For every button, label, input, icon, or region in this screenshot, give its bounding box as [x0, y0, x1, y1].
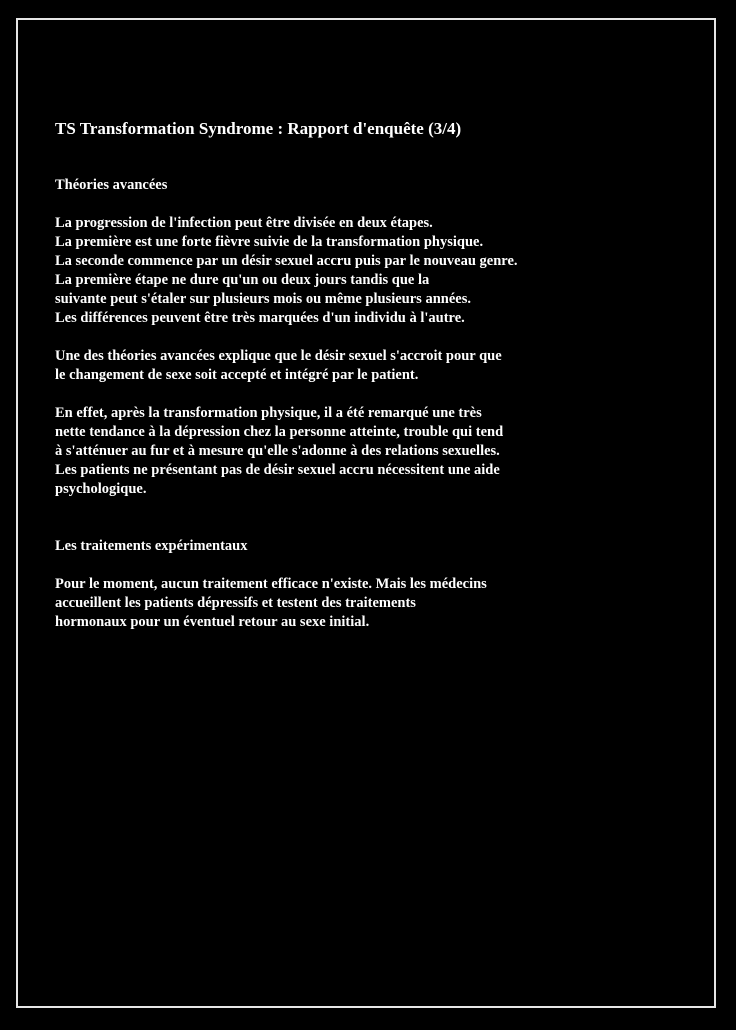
paragraph-line: accueillent les patients dépressifs et testent des traitements — [55, 595, 416, 611]
section-heading-theories: Théories avancées — [55, 177, 168, 193]
paragraph-line: La seconde commence par un désir sexuel accru puis par le nouveau genre. — [55, 253, 518, 269]
paragraph-depression — [55, 404, 675, 499]
paragraph-treatments — [55, 575, 675, 632]
paragraph-line: Les différences peuvent être très marquées d'un individu à l'autre. — [55, 310, 465, 326]
paragraph-line: En effet, après la transformation physique, il a été remarqué une très — [55, 405, 482, 421]
paragraph-line: La première est une forte fièvre suivie de la transformation physique. — [55, 234, 484, 250]
paragraph-line: La première étape ne dure qu'un ou deux jours tandis que la — [55, 272, 430, 288]
paragraph-line: à s'atténuer au fur et à mesure qu'elle s'adonne à des relations sexuelles. — [55, 443, 500, 459]
section-spacer — [55, 518, 675, 537]
paragraph-line: psychologique. — [55, 481, 147, 497]
paragraph-line: suivante peut s'étaler sur plusieurs mois ou même plusieurs années. — [55, 291, 471, 307]
section-heading-treatments: Les traitements expérimentaux — [55, 538, 248, 554]
paragraph-line: hormonaux pour un éventuel retour au sexe initial. — [55, 614, 370, 630]
paragraph-line: Pour le moment, aucun traitement efficace n'existe. Mais les médecins — [55, 576, 487, 592]
paragraph-theory — [55, 347, 675, 385]
paragraph-line: La progression de l'infection peut être divisée en deux étapes. — [55, 215, 433, 231]
section-theories — [55, 176, 675, 499]
report-content — [55, 118, 675, 651]
paragraph-progression — [55, 214, 675, 328]
paragraph-line: le changement de sexe soit accepté et intégré par le patient. — [55, 367, 419, 383]
section-treatments — [55, 537, 675, 632]
paragraph-line: Les patients ne présentant pas de désir sexuel accru nécessitent une aide — [55, 462, 500, 478]
page-title: TS Transformation Syndrome : Rapport d'enquête (3/4) — [55, 119, 462, 138]
paragraph-line: Une des théories avancées explique que le désir sexuel s'accroit pour que — [55, 348, 502, 364]
paragraph-line: nette tendance à la dépression chez la personne atteinte, trouble qui tend — [55, 424, 504, 440]
